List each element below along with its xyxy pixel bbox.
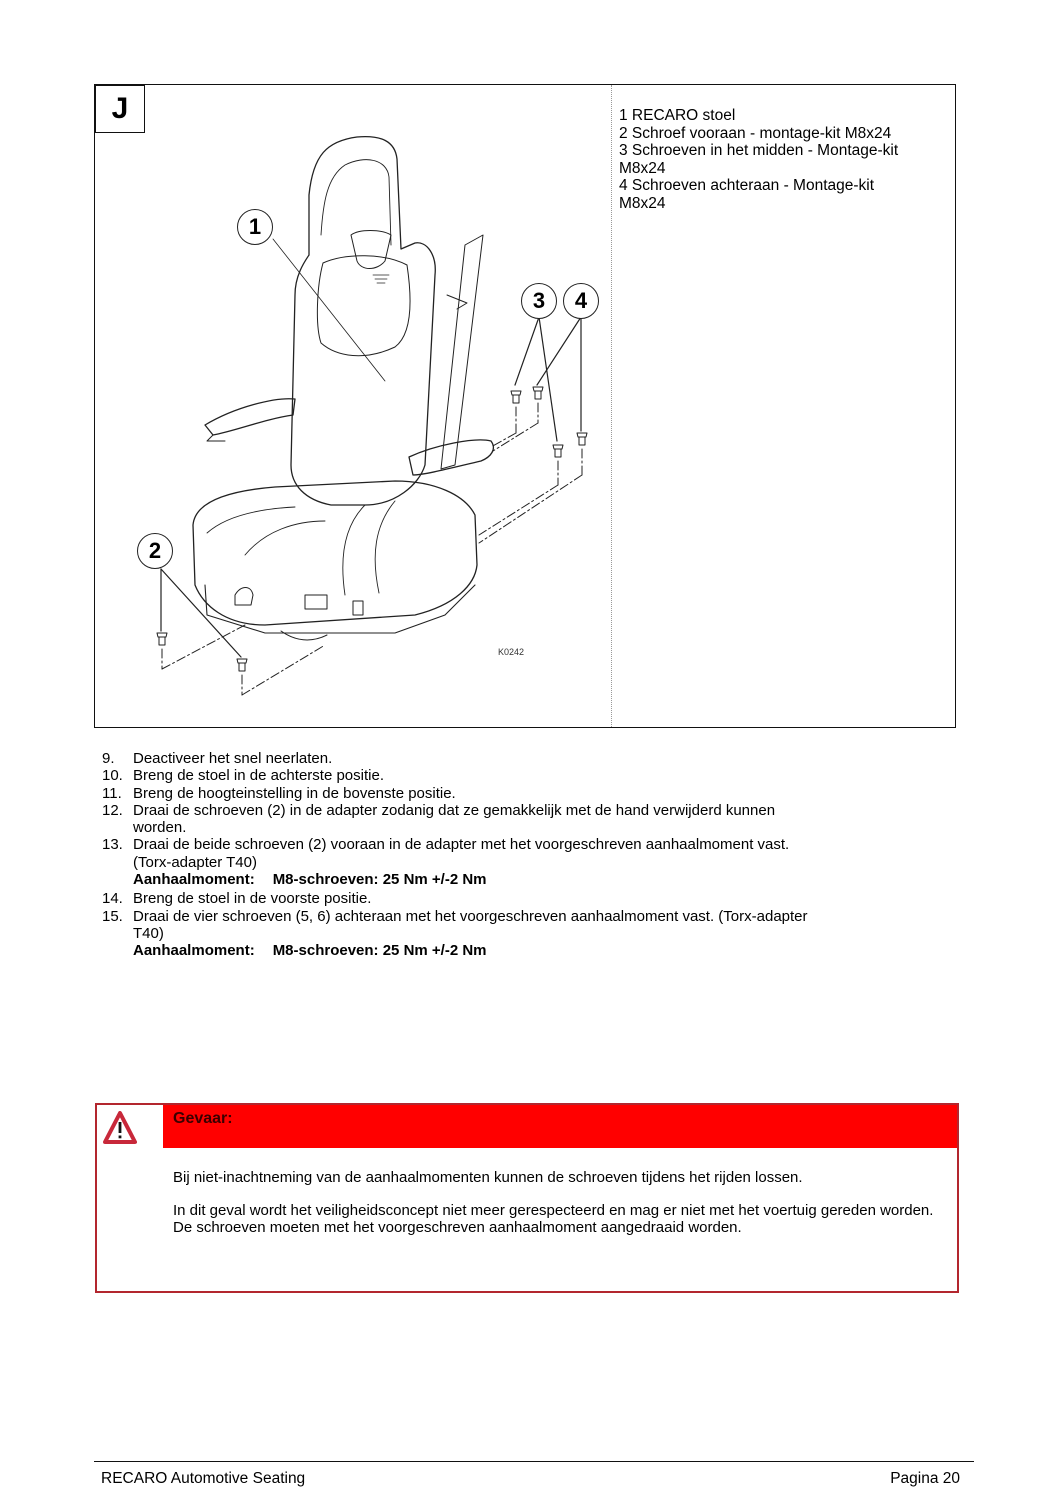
callout-4: 4 — [563, 283, 599, 319]
step-9 — [102, 750, 952, 767]
torque-value: M8-schroeven: 25 Nm +/-2 Nm — [272, 871, 487, 889]
callout-2: 2 — [137, 533, 173, 569]
callout-1: 1 — [237, 209, 273, 245]
warning-body — [173, 1169, 943, 1252]
step-text: Breng de stoel in de voorste positie. — [133, 890, 372, 908]
step-14 — [102, 890, 952, 907]
footer-company: RECARO Automotive Seating — [101, 1470, 306, 1487]
step-text: Breng de hoogteinstelling in de bovenste positie. — [133, 784, 456, 802]
figure-image-code: K0242 — [498, 647, 525, 657]
step-text: worden. — [133, 819, 187, 837]
figure-table — [94, 84, 956, 728]
step-text: (Torx-adapter T40) — [133, 853, 257, 871]
seat-illustration — [95, 85, 611, 727]
torque-spec — [133, 871, 952, 888]
torque-label: Aanhaalmoment: — [133, 942, 255, 960]
step-number: 15. — [102, 907, 123, 925]
step-13 — [102, 836, 952, 888]
torque-label: Aanhaalmoment: — [133, 871, 255, 889]
warning-triangle-icon — [103, 1111, 137, 1145]
legend-line: 2 Schroef vooraan - montage-kit M8x24 — [619, 124, 892, 142]
step-text: T40) — [133, 924, 164, 942]
step-number: 14. — [102, 890, 123, 908]
legend-line: M8x24 — [619, 194, 666, 212]
step-text: Breng de stoel in de achterste positie. — [133, 767, 384, 785]
torque-spec — [133, 942, 952, 959]
instruction-steps — [102, 750, 952, 962]
danger-warning-box — [95, 1103, 959, 1293]
warning-paragraph: In dit geval wordt het veiligheidsconcept niet meer gerespecteerd en mag er niet met het voertuig gereden worden. De schroeven moeten met het voorgeschreven aanhaalmoment aangedraaid worden. — [173, 1201, 934, 1236]
step-number: 12. — [102, 801, 123, 819]
step-text: Draai de schroeven (2) in de adapter zodanig dat ze gemakkelijk met de hand verwijderd kunnen — [133, 801, 776, 819]
warning-header — [163, 1105, 957, 1148]
step-11 — [102, 785, 952, 802]
figure-label: J — [95, 85, 145, 133]
figure-cell — [95, 85, 611, 727]
legend-line: M8x24 — [619, 159, 666, 177]
footer-divider — [94, 1461, 974, 1462]
legend-line: 3 Schroeven in het midden - Montage-kit — [619, 142, 899, 159]
warning-title: Gevaar: — [173, 1110, 233, 1127]
torque-value: M8-schroeven: 25 Nm +/-2 Nm — [272, 942, 487, 960]
legend-line: 1 RECARO stoel — [619, 107, 736, 124]
warning-paragraph: Bij niet-inachtneming van de aanhaalmomenten kunnen de schroeven tijdens het rijden lossen. — [173, 1169, 803, 1186]
step-number: 11. — [102, 784, 122, 802]
callout-3: 3 — [521, 283, 557, 319]
step-text: Draai de vier schroeven (5, 6) achteraan met het voorgeschreven aanhaalmoment vast. (Torx-adapter — [133, 907, 808, 925]
legend-line: 4 Schroeven achteraan - Montage-kit — [619, 177, 875, 194]
cell-divider — [611, 85, 612, 727]
footer-page-number: Pagina 20 — [890, 1470, 960, 1487]
step-number: 9. — [102, 750, 115, 767]
step-12 — [102, 802, 952, 837]
step-number: 10. — [102, 767, 123, 785]
step-number: 13. — [102, 836, 123, 854]
step-15 — [102, 908, 952, 960]
figure-legend — [619, 107, 949, 212]
step-text: Deactiveer het snel neerlaten. — [133, 750, 333, 767]
step-text: Draai de beide schroeven (2) vooraan in de adapter met het voorgeschreven aanhaalmoment vast. — [133, 836, 790, 854]
step-10 — [102, 767, 952, 784]
